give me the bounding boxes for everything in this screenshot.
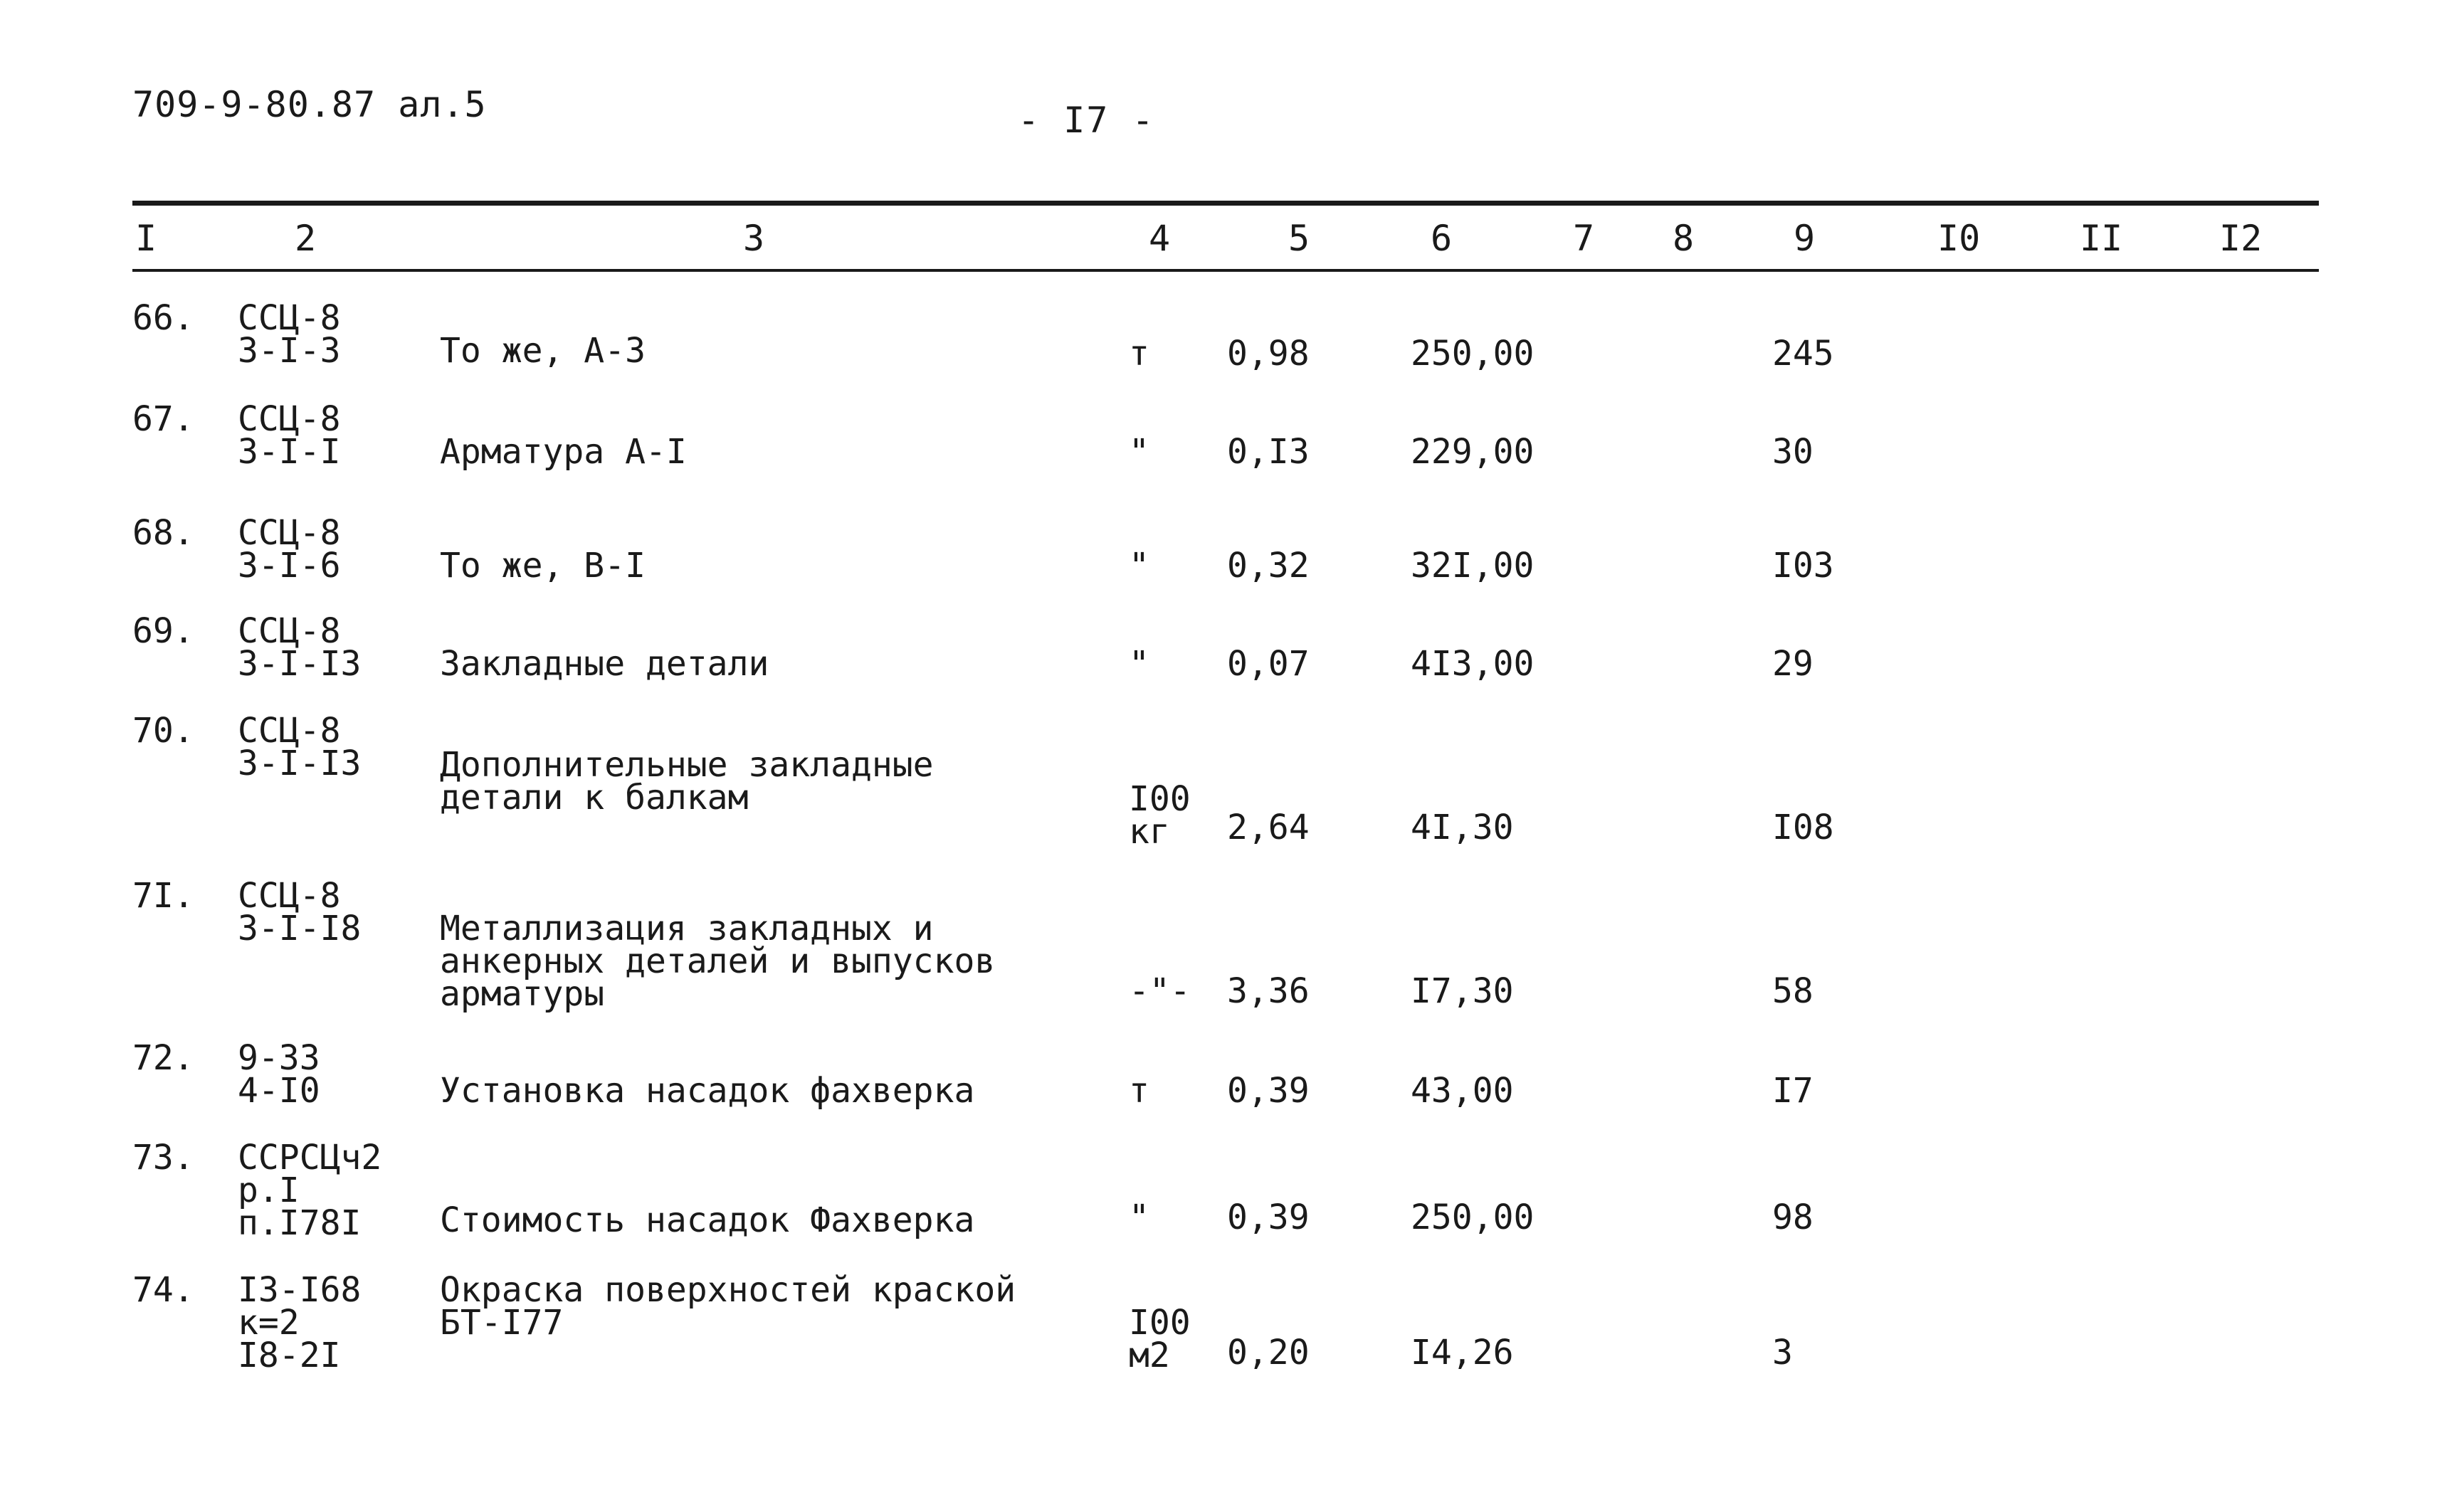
row-quantity: 0,07 (1227, 644, 1310, 684)
row-number: 69. (132, 611, 194, 651)
col-header-9: 9 (1794, 218, 1816, 259)
row-number: 72. (132, 1038, 194, 1078)
row-total: 245 (1772, 334, 1834, 374)
row-unit-price: 32I,00 (1411, 546, 1535, 586)
row-total: I08 (1772, 808, 1834, 847)
row-quantity: 0,I3 (1227, 432, 1310, 472)
row-code: ССРСЦч2 р.I п.I78I (238, 1138, 382, 1243)
row-code: I3-I68 к=2 I8-2I (238, 1270, 362, 1375)
page-number: - I7 - (1018, 100, 1155, 141)
row-unit: " (1129, 644, 1149, 684)
col-header-4: 4 (1149, 218, 1171, 259)
col-header-10: I0 (1937, 218, 1981, 259)
table-header-rule (132, 269, 2319, 272)
row-number: 68. (132, 513, 194, 553)
row-description: То же, В-I (440, 546, 646, 586)
row-unit-price: 250,00 (1411, 1198, 1535, 1237)
row-unit-price: 229,00 (1411, 432, 1535, 472)
row-quantity: 0,39 (1227, 1198, 1310, 1237)
table-top-rule (132, 201, 2319, 206)
row-code: ССЦ-8 3-I-I8 (238, 876, 362, 948)
document-code: 709-9-80.87 ал.5 (132, 84, 487, 125)
row-code: ССЦ-8 3-I-I (238, 399, 341, 472)
row-code: ССЦ-8 3-I-I3 (238, 711, 362, 783)
col-header-12: I2 (2219, 218, 2263, 259)
col-header-1: I (135, 218, 157, 259)
row-description: Установка насадок фахверка (440, 1071, 975, 1111)
col-header-2: 2 (295, 218, 317, 259)
row-unit-price: 43,00 (1411, 1071, 1514, 1111)
row-description: Дополнительные закладные детали к балкам (440, 745, 934, 818)
row-quantity: 2,64 (1227, 808, 1310, 847)
row-total: I7 (1772, 1071, 1814, 1111)
row-code: ССЦ-8 3-I-6 (238, 513, 341, 586)
row-unit: " (1129, 1198, 1149, 1237)
row-unit: I00 кг (1129, 779, 1191, 852)
col-header-6: 6 (1431, 218, 1453, 259)
row-number: 70. (132, 711, 194, 751)
row-quantity: 0,98 (1227, 334, 1310, 374)
row-unit: " (1129, 546, 1149, 586)
col-header-3: 3 (743, 218, 765, 259)
row-description: Металлизация закладных и анкерных деталей и выпусков арматуры (440, 909, 996, 1014)
row-quantity: 0,32 (1227, 546, 1310, 586)
row-description: Стоимость насадок Фахверка (440, 1200, 975, 1240)
row-quantity: 0,39 (1227, 1071, 1310, 1111)
col-header-11: II (2080, 218, 2123, 259)
row-code: 9-33 4-I0 (238, 1038, 320, 1111)
col-header-8: 8 (1673, 218, 1695, 259)
row-unit-price: 250,00 (1411, 334, 1535, 374)
row-unit-price: 4I,30 (1411, 808, 1514, 847)
row-total: 29 (1772, 644, 1814, 684)
row-code: ССЦ-8 3-I-3 (238, 298, 341, 371)
row-quantity: 3,36 (1227, 971, 1310, 1011)
row-quantity: 0,20 (1227, 1333, 1310, 1373)
col-header-5: 5 (1288, 218, 1310, 259)
row-unit: I00 м2 (1129, 1303, 1191, 1375)
row-description: Арматура А-I (440, 432, 687, 472)
row-number: 7I. (132, 876, 194, 916)
row-total: 98 (1772, 1198, 1814, 1237)
row-total: 3 (1772, 1333, 1793, 1373)
row-unit: " (1129, 432, 1149, 472)
row-unit: -"- (1129, 971, 1191, 1011)
row-unit-price: I4,26 (1411, 1333, 1514, 1373)
row-unit: т (1129, 334, 1149, 374)
row-unit-price: I7,30 (1411, 971, 1514, 1011)
row-number: 74. (132, 1270, 194, 1310)
row-description: То же, А-3 (440, 331, 646, 371)
row-unit-price: 4I3,00 (1411, 644, 1535, 684)
row-unit: т (1129, 1071, 1149, 1111)
row-number: 66. (132, 298, 194, 338)
row-description: Закладные детали (440, 644, 769, 684)
row-total: 58 (1772, 971, 1814, 1011)
row-total: 30 (1772, 432, 1814, 472)
row-number: 73. (132, 1138, 194, 1178)
row-number: 67. (132, 399, 194, 439)
row-description: Окраска поверхностей краской БТ-I77 (440, 1270, 1016, 1343)
row-code: ССЦ-8 3-I-I3 (238, 611, 362, 684)
col-header-7: 7 (1573, 218, 1595, 259)
row-total: I03 (1772, 546, 1834, 586)
